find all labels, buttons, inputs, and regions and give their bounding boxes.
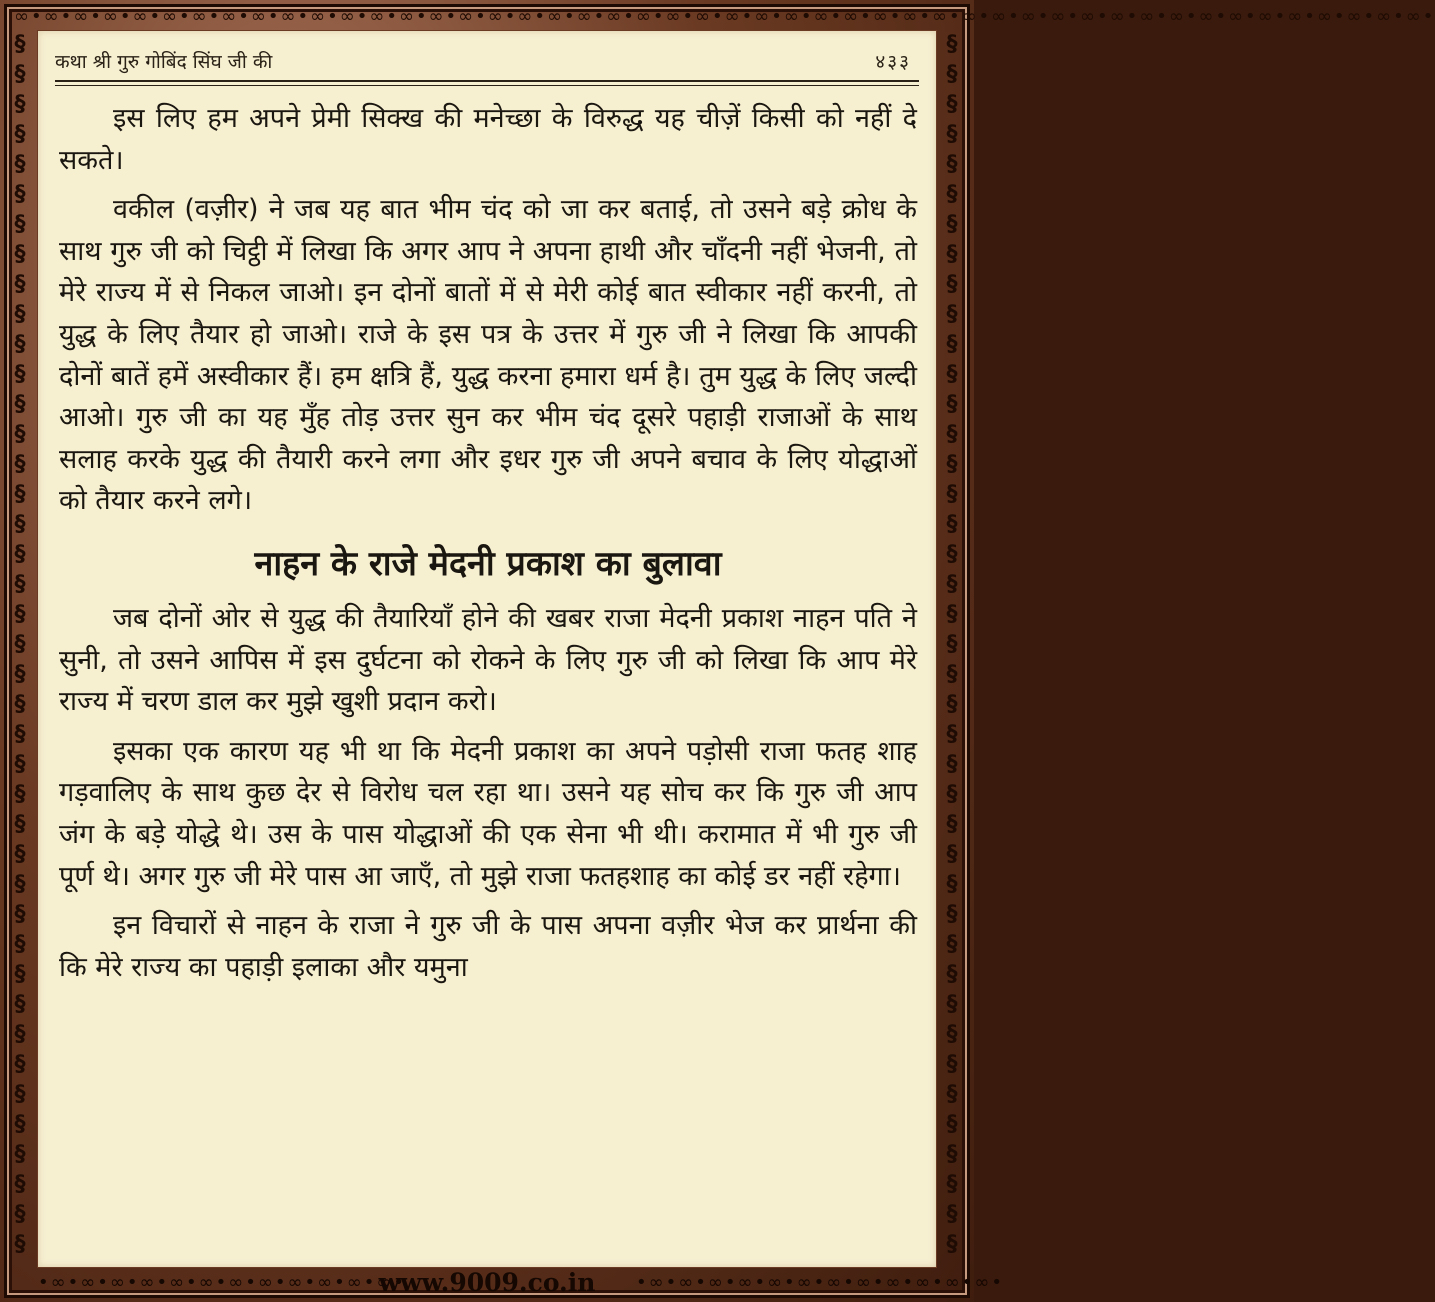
paragraph: इस लिए हम अपने प्रेमी सिक्ख की मनेच्छा के विरुद्ध यह चीज़ें किसी को नहीं दे सकते। [59,103,917,176]
page-body [59,98,917,996]
website-url[interactable]: www.9009.co.in [378,1268,596,1297]
top-ornament-strip: ∞•∞•∞•∞•∞•∞•∞•∞•∞•∞•∞•∞•∞•∞•∞•∞•∞•∞•∞•∞•∞•∞•∞•∞•∞•∞•∞•∞•∞•∞•∞•∞•∞•∞•∞•∞•∞•∞•∞•∞•∞•∞•∞•∞•∞•∞•∞•∞• [14,6,1435,27]
paragraph: इन विचारों से नाहन के राजा ने गुरु जी के पास अपना वज़ीर भेज कर प्रार्थना की कि मेरे राज्य का पहाड़ी इलाका और यमुना [59,910,917,983]
book-title: कथा श्री गुरु गोबिंद सिंघ जी की [55,51,273,73]
running-header [55,44,919,78]
paragraph: इसका एक कारण यह भी था कि मेदनी प्रकाश का अपने पड़ोसी राजा फतह शाह गड़वालिए के साथ कुछ देर से विरोध चल रहा था। उसने यह सोच कर कि गुरु जी आप जंग के बड़े योद्धे थे। उस के पास योद्धाओं की एक सेना भी थी। करामात में भी गुरु जी पूर्ण थे। अगर गुरु जी मेरे पास आ जाएँ, तो मुझे राजा फतहशाह का कोई डर नहीं रहेगा। [59,735,917,892]
header-rule [55,80,919,82]
paragraph: जब दोनों ओर से युद्ध की तैयारियाँ होने की खबर राजा मेदनी प्रकाश नाहन पति ने सुनी, तो उसने आपिस में इस दुर्घटना को रोकने के लिए गुरु जी को लिखा कि आप मेरे राज्य में चरण डाल कर मुझे खुशी प्रदान करो। [59,602,917,718]
left-ornament-strip: § § § § § § § § § § § § § § § § § § § § § § § § § § § § § § § § § § § § § § § § § [14,32,28,1257]
footer-band [0,1268,1004,1298]
footer-ornament-left: •∞•∞•∞•∞•∞•∞•∞•∞•∞•∞•∞•∞• [38,1272,406,1293]
book-page [37,30,937,1268]
right-ornament-strip: § § § § § § § § § § § § § § § § § § § § § § § § § § § § § § § § § § § § § § § § § [946,32,960,1257]
footer-ornament-right: •∞•∞•∞•∞•∞•∞•∞•∞•∞•∞•∞•∞• [636,1272,1004,1293]
section-heading: नाहन के राजे मेदनी प्रकाश का बुलावा [254,543,722,584]
page-number: ४३३ [875,51,911,73]
paragraph: वकील (वज़ीर) ने जब यह बात भीम चंद को जा कर बताई, तो उसने बड़े क्रोध के साथ गुरु जी को चिट्ठी में लिखा कि अगर आप ने अपना हाथी और चाँदनी नहीं भेजनी, तो मेरे राज्य में से निकल जाओ। इन दोनों बातों में से मेरी कोई बात स्वीकार नहीं करनी, तो युद्ध के लिए तैयार हो जाओ। राजे के इस पत्र के उत्तर में गुरु जी ने लिखा कि आपकी दोनों बातें हमें अस्वीकार हैं। हम क्षत्रि हैं, युद्ध करना हमारा धर्म है। तुम युद्ध के लिए जल्दी आओ। गुरु जी का यह मुँह तोड़ उत्तर सुन कर भीम चंद दूसरे पहाड़ी राजाओं के साथ सलाह करके युद्ध की तैयारी करने लगा और इधर गुरु जी अपने बचाव के लिए योद्धाओं को तैयार करने लगे। [59,194,917,517]
header-rule-thin [55,85,919,86]
